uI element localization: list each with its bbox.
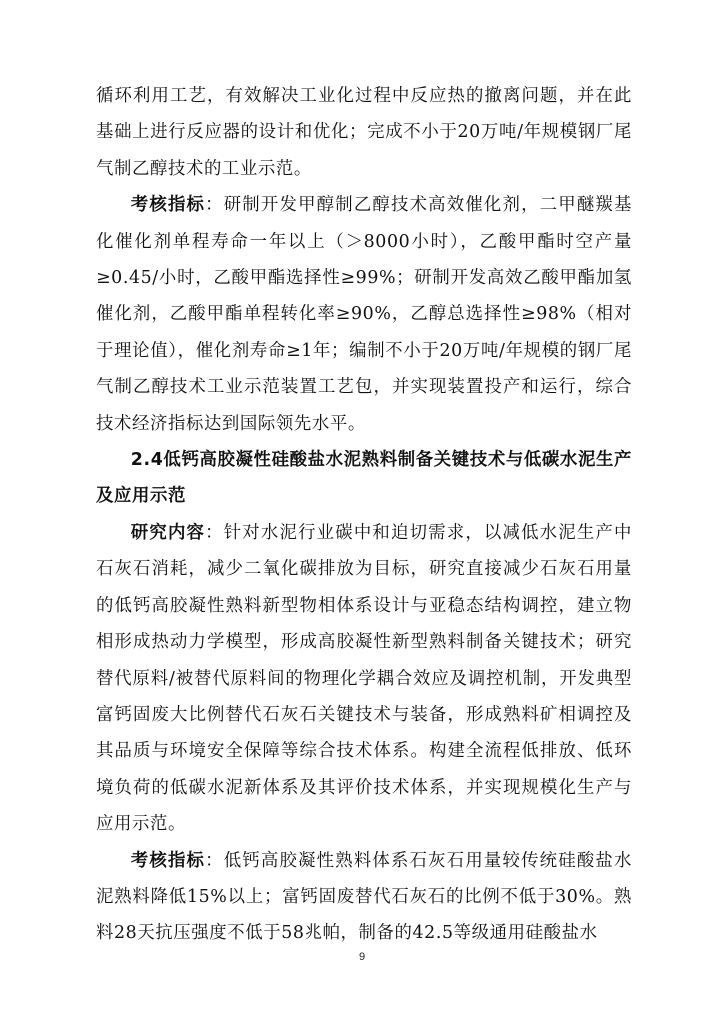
indicators-text-1: ：研制开发甲醇制乙醇技术高效催化剂，二甲醚羰基化催化剂单程寿命一年以上（＞8000小时），乙酸甲酯时空产量≥0.45/小时，乙酸甲酯选择性≥99%；研制开发高效乙酸甲酯加氢催化剂，乙酸甲酯单程转化率≥90%，乙醇总选择性≥98%（相对于理论值），催化剂寿命≥1年；编制不小于20万吨/年规模的钢厂尾气制乙醇技术工业示范装置工艺包，并实现装置投产和运行，综合技术经济指标达到国际领先水平。 — [96, 195, 632, 434]
indicators-paragraph-2 — [96, 843, 632, 952]
continued-text: 循环利用工艺，有效解决工业化过程中反应热的撤离问题，并在此基础上进行反应器的设计和优化；完成不小于20万吨/年规模钢厂尾气制乙醇技术的工业示范。 — [96, 86, 632, 179]
indicators-paragraph-1 — [96, 187, 632, 442]
research-paragraph — [96, 515, 632, 843]
indicators-text-2: ：低钙高胶凝性熟料体系石灰石用量较传统硅酸盐水泥熟料降低15%以上；富钙固废替代石灰石的比例不低于30%。熟料28天抗压强度不低于58兆帕，制备的42.5等级通用硅酸盐水 — [96, 850, 632, 944]
document-body — [96, 78, 632, 952]
page-number: 9 — [358, 951, 366, 963]
research-label: 研究内容 — [130, 522, 206, 543]
continued-paragraph — [96, 78, 632, 187]
indicators-label-2: 考核指标 — [130, 850, 206, 871]
section-heading: 2.4低钙高胶凝性硅酸盐水泥熟料制备关键技术与低碳水泥生产及应用示范 — [96, 450, 632, 507]
indicators-label-1: 考核指标 — [130, 195, 206, 216]
research-text: ：针对水泥行业碳中和迫切需求，以减低水泥生产中石灰石消耗，减少二氧化碳排放为目标，研究直接减少石灰石用量的低钙高胶凝性熟料新型物相体系设计与亚稳态结构调控，建立物相形成热动力学模型，形成高胶凝性新型熟料制备关键技术；研究替代原料/被替代原料间的物理化学耦合效应及调控机制，开发典型富钙固废大比例替代石灰石关键技术与装备，形成熟料矿相调控及其品质与环境安全保障等综合技术体系。构建全流程低排放、低环境负荷的低碳水泥新体系及其评价技术体系，并实现规模化生产与应用示范。 — [96, 522, 632, 835]
